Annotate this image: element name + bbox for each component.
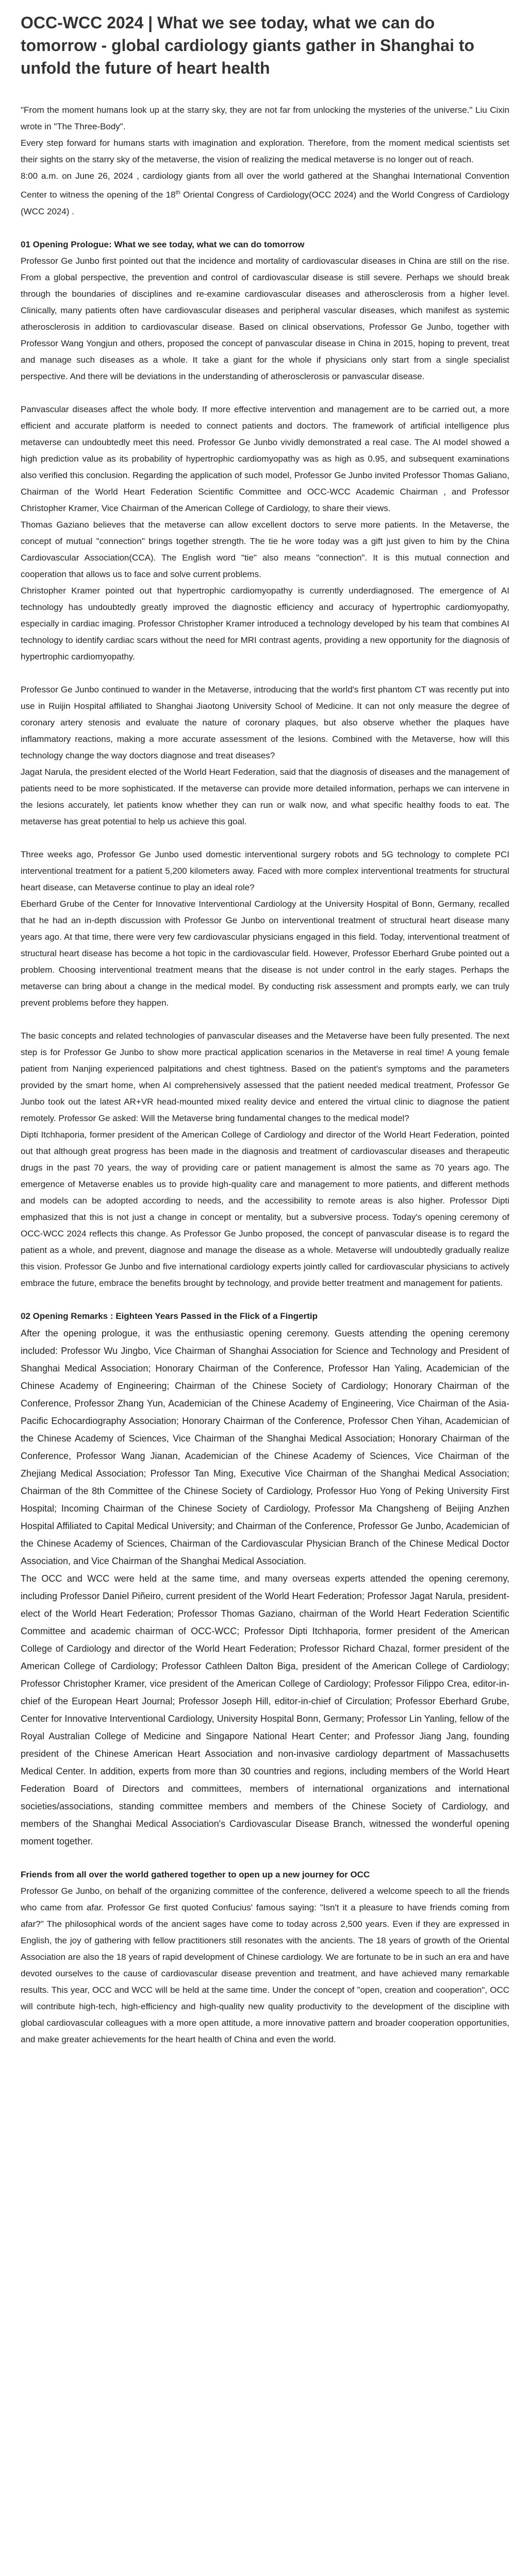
section-heading: Friends from all over the world gathered together to open up a new journey for OCC [21,1869,370,1879]
intro-paragraph: "From the moment humans look up at the starry sky, they are not far from unlocking the mysteries of the universe." Liu Cixin wrote in "The Three-Body". [21,105,509,131]
section-heading: 02 Opening Remarks : Eighteen Years Passed in the Flick of a Fingertip [21,1311,318,1321]
paragraph: Panvascular diseases affect the whole body. If more effective intervention and management are to be carried out, a more efficient and accurate platform is needed to connect patients and doctors. The framework of artificial intelligence plus metaverse can undoubtedly meet this need. Professor Ge Junbo vividly demonstrated a real case. The AI model showed a high prediction value as its probability of hypertrophic cardiomyopathy was as high as 0.95, and subsequent examinations also verified this conclusion. Regarding the application of such model, Professor Ge Junbo invited Professor Thomas Galiano, Chairman of the World Heart Federation Scientific Committee and OCC-WCC Academic Chairman , and Professor Christopher Kramer, Vice Chairman of the American College of Cardiology, to share their views. [21,404,509,513]
article-title: OCC-WCC 2024 | What we see today, what we can do tomorrow - global cardiology giants gather in Shanghai to unfold the future of heart health [21,13,475,77]
intro-paragraph: Every step forward for humans starts with imagination and exploration. Therefore, from the moment medical scientists set their sights on the starry sky of the metaverse, the vision of realizing the medical metaverse is no longer out of reach. [21,138,509,164]
superscript: th [175,190,180,196]
paragraph: Eberhard Grube of the Center for Innovative Interventional Cardiology at the University Hospital of Bonn, Germany, recalled that he had an in-depth discussion with Professor Ge Junbo on interventional treatment of structural heart disease many years ago. At that time, there were very few cardiovascular physicians engaged in this field. Today, interventional treatment of structural heart disease has become a hot topic in the cardiovascular field. However, Professor Eberhard Grube pointed out a problem. Choosing interventional treatment means that the disease is not under control in the early stages. Perhaps the metaverse can bring about a change in the medical model. By conducting risk assessment and prompts early, we can truly prevent problems before they happen. [21,899,509,1008]
paragraph: Professor Ge Junbo, on behalf of the organizing committee of the conference, delivered a welcome speech to all the friends who came from afar. Professor Ge first quoted Confucius' famous saying: "Isn't it a pleasure to have friends coming from afar?" The philosophical words of the ancient sages have come to today across 2,500 years. Even if they are expressed in English, the joy of gathering with fellow practitioners still resonates with the ancients. The 18 years of growth of the Oriental Association are also the 18 years of rapid development of Chinese cardiology. We are fortunate to be in such an era and have devoted ourselves to the cause of cardiovascular disease prevention and treatment, and have achieved many remarkable results. This year, OCC and WCC will be held at the same time. Under the concept of "open, creation and cooperation", OCC will contribute high-tech, high-efficiency and high-quality new quality productivity to the development of the discipline with global cardiovascular colleagues with a more open attitude, a more innovative pattern and broader cooperation opportunities, and make greater achievements for the heart health of China and even the world. [21,1886,509,2044]
paragraph: The OCC and WCC were held at the same time, and many overseas experts attended the opening ceremony, including Professor Daniel Piñeiro, current president of the World Heart Federation; Professor Jagat Narula, president-elect of the World Heart Federation; Professor Thomas Gaziano, chairman of the World Heart Federation Scientific Committee and academic chairman of OCC-WCC; Professor Dipti Itchhaporia, former president of the American College of Cardiology and director of the World Heart Federation; Professor Richard Chazal, former president of the American College of Cardiology; Professor Cathleen Dalton Biga, president of the American College of Cardiology; Professor Christopher Kramer, vice president of the American College of Cardiology; Professor Filippo Crea, editor-in-chief of the European Heart Journal; Professor Joseph Hill, editor-in-chief of Circulation; Professor Eberhard Grube, Center for Innovative Interventional Cardiology, University Hospital Bonn, Germany; Professor Lin Yanling, fellow of the Royal Australian College of Medicine and Singapore National Heart Center; and Professor Jiang Jang, founding president of the Chinese American Heart Association and non-invasive cardiology department of Massachusetts Medical Center. In addition, experts from more than 30 countries and regions, including members of the World Heart Federation Board of Directors and committees, members of international organizations and international societies/associations, standing committee members and members of the Chinese Society of Cardiology, and members of the Shanghai Medical Association's Cardiovascular Disease Branch, witnessed the wonderful opening moment together. [21,1573,509,1846]
section-opening-prologue [21,236,509,1292]
paragraph: Dipti Itchhaporia, former president of the American College of Cardiology and director of the World Heart Federation, pointed out that although great progress has been made in the diagnosis and treatment of cardiovascular diseases and therapeutic drugs in the past 70 years, the way of providing care or patient management is almost the same as 70 years ago. The emergence of Metaverse enables us to provide high-quality care and management to more patients, and different methods and models can be adopted according to needs, and the accessibility to remote areas is also higher. Professor Dipti emphasized that this is not just a change in concept or mentality, but a subversive process. Today's opening ceremony of OCC-WCC 2024 reflects this change. As Professor Ge Junbo proposed, the concept of panvascular disease is to regard the patient as a whole, and prevent, diagnose and manage the disease as a whole. Metaverse will undoubtedly gradually realize this vision. Professor Ge Junbo and five international cardiology experts jointly called for cardiovascular physicians to actively embrace the future, embrace the benefits brought by technology, and provide better treatment and management for patients. [21,1129,509,1288]
intro-text: Oriental Congress of Cardiology(OCC 2024) and the World Congress of Cardiology (WCC 2024) . [21,190,509,216]
paragraph: Jagat Narula, the president elected of the World Heart Federation, said that the diagnosis of diseases and the management of patients need to be more sophisticated. If the metaverse can provide more detailed information, perhaps we can intervene in the lesions accurately, let patients know whether they can run or walk now, and what specific healthy foods to eat. The metaverse has great potential to help us achieve this goal. [21,767,509,826]
paragraph: After the opening prologue, it was the enthusiastic opening ceremony. Guests attending the opening ceremony included: Professor Wu Jingbo, Vice Chairman of Shanghai Association for Science and Technology and President of Shanghai Medical Association; Honorary Chairman of the Conference, Professor Han Yaling, Academician of the Chinese Academy of Engineering; Chairman of the Chinese Society of Cardiology; Honorary Chairman of the Conference, Professor Zhang Yun, Academician of the Chinese Academy of Engineering, Vice Chairman of the Asia-Pacific Echocardiography Association; Honorary Chairman of the Conference, Professor Chen Yihan, Academician of the Chinese Academy of Sciences, Vice Chairman of the Shanghai Medical Association; Honorary Chairman of the Conference, Professor Wang Jianan, Academician of the Chinese Academy of Sciences, Vice Chairman of the Zhejiang Medical Association; Professor Tan Ming, Executive Vice Chairman of the Shanghai Medical Association; Chairman of the 8th Committee of the Chinese Society of Cardiology, Professor Huo Yong of Peking University First Hospital; Incoming Chairman of the Chinese Society of Cardiology, Professor Ma Changsheng of Beijing Anzhen Hospital Affiliated to Capital Medical University; and Chairman of the Conference, Professor Ge Junbo, Academician of the Chinese Academy of Sciences, Chairman of the Cardiovascular Physician Branch of the Chinese Medical Doctor Association, and Vice Chairman of the Shanghai Medical Association. [21,1328,509,1566]
paragraph: Professor Ge Junbo first pointed out that the incidence and mortality of cardiovascular diseases in China are still on the rise. From a global perspective, the prevention and control of cardiovascular disease is still severe. Perhaps we should break through the boundaries of disciplines and re-examine cardiovascular diseases and atherosclerosis from a higher level. Clinically, many patients often have cardiovascular diseases and peripheral vascular diseases, which manifest as systemic atherosclerosis in addition to cardiovascular disease. Based on clinical observations, Professor Ge Junbo, together with Professor Wang Yongjun and others, proposed the concept of panvascular disease in China in 2015, hoping to prevent, treat and manage such diseases as a whole. It take a giant for the whole if physicians only start from a single specialist perspective. And there will be deviations in the understanding of atherosclerosis or panvascular disease. [21,256,509,381]
paragraph: The basic concepts and related technologies of panvascular diseases and the Metaverse have been fully presented. The next step is for Professor Ge Junbo to show more practical application scenarios in the Metaverse in real time! A young female patient from Nanjing experienced palpitations and chest tightness. Based on the patient's symptoms and the parameters provided by the smart home, when AI comprehensively assessed that the patient needed medical treatment, Professor Ge Junbo took out the latest AR+VR head-mounted mixed reality device and entered the virtual clinic to diagnose the patient remotely. Professor Ge asked: Will the Metaverse bring fundamental changes to the medical model? [21,1030,509,1123]
section-heading: 01 Opening Prologue: What we see today, what we can do tomorrow [21,239,305,249]
section-opening-remarks [21,1308,509,1850]
intro-text: 8:00 a.m. on June 26, 2024 , cardiology giants from all over the world gathered at the Shanghai International Convention Center to witness the opening of the 18 [21,171,509,200]
article-intro [21,102,509,220]
paragraph: Thomas Gaziano believes that the metaverse can allow excellent doctors to serve more patients. In the Metaverse, the concept of mutual "connection" brings together strength. The tie he wore today was a gift just given to him by the China Cardiovascular Association(CCA). The English word "tie" also means "connection". It is this mutual connection and cooperation that allows us to face and solve current problems. [21,519,509,579]
paragraph: Professor Ge Junbo continued to wander in the Metaverse, introducing that the world's first phantom CT was recently put into use in Ruijin Hospital affiliated to Shanghai Jiaotong University School of Medicine. It can not only measure the degree of coronary artery stenosis and evaluate the nature of coronary plaques, but also observe whether the plaques have inflammatory reactions, making a more accurate assessment of the lesions. Combined with the Metaverse, how will this technology change the way doctors diagnose and treat diseases? [21,684,509,760]
intro-paragraph [21,168,509,220]
section-friends-gathered [21,1867,509,2048]
paragraph: Christopher Kramer pointed out that hypertrophic cardiomyopathy is currently underdiagnosed. The emergence of AI technology has undoubtedly greatly improved the diagnostic efficiency and accuracy of hypertrophic cardiomyopathy, especially in cardiac imaging. Professor Christopher Kramer introduced a technology developed by his team that combines AI technology to identify cardiac scars without the need for MRI contrast agents, providing a new opportunity for the diagnosis of hypertrophic cardiomyopathy. [21,585,509,662]
paragraph: Three weeks ago, Professor Ge Junbo used domestic interventional surgery robots and 5G technology to complete PCI interventional treatment for a patient 5,200 kilometers away. Faced with more complex interventional treatments for structural heart disease, can Metaverse continue to play an ideal role? [21,849,509,892]
